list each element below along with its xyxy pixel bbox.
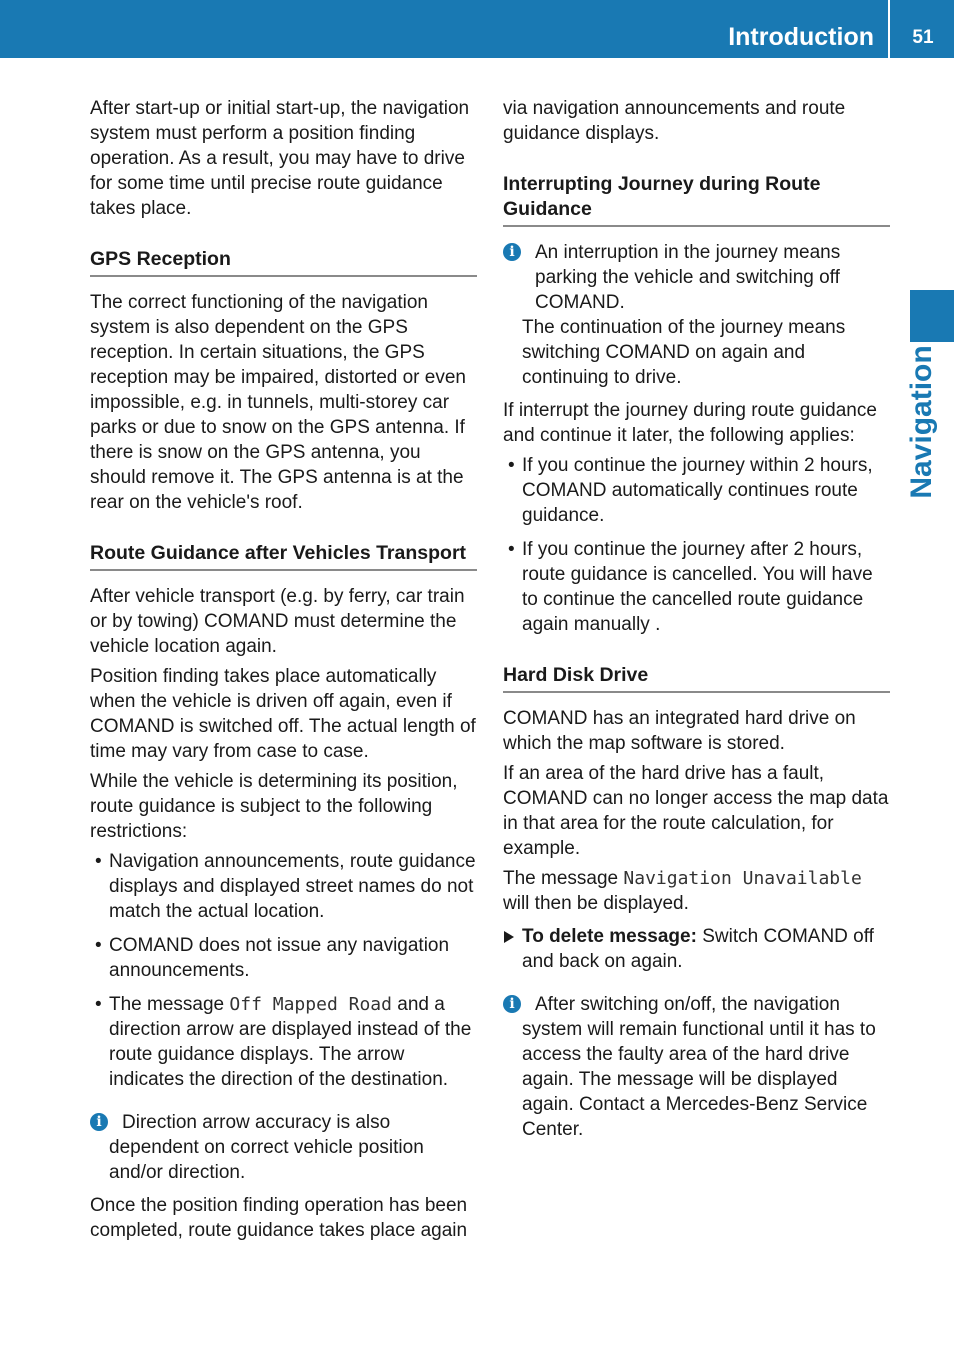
list-item-text: If you continue the journey after 2 hours, route guidance is cancelled. You will have to continue the cancelled route guidance again manually . xyxy=(522,539,873,635)
bullet-dot: • xyxy=(95,851,102,872)
list-item-text: The message xyxy=(109,994,230,1015)
interrupt-list xyxy=(503,453,890,637)
list-item xyxy=(503,537,890,637)
info-note xyxy=(503,240,890,390)
info-note xyxy=(503,992,890,1142)
list-item xyxy=(90,849,477,924)
closing-paragraph: Once the position finding operation has been completed, route guidance takes place again xyxy=(90,1195,468,1241)
bullet-dot: • xyxy=(508,455,515,476)
message-code: Off Mapped Road xyxy=(229,994,392,1015)
info-note xyxy=(90,1110,477,1185)
action-arrow-icon xyxy=(504,931,514,943)
intro-paragraph: After start-up or initial start-up, the navigation system must perform a position finding operation. As a result, you may have to drive for some time until precise route guidance takes place. xyxy=(90,98,470,219)
list-item-text: and a direction arrow are displayed instead of the route guidance displays. The arrow indicates the direction of the destination. xyxy=(109,994,472,1090)
header-divider xyxy=(888,0,890,58)
info-text: The continuation of the journey means switching COMAND on again and continuing to drive. xyxy=(522,317,846,388)
paragraph-text: will then be displayed. xyxy=(503,893,689,914)
info-icon: i xyxy=(503,995,521,1013)
list-item-text: Navigation announcements, route guidance displays and displayed street names do not match the actual location. xyxy=(109,851,476,922)
info-text: An interruption in the journey means parking the vehicle and switching off COMAND. xyxy=(535,242,841,313)
right-column xyxy=(503,96,890,1150)
info-icon: i xyxy=(503,243,521,261)
transport-heading: Route Guidance after Vehicles Transport xyxy=(90,541,477,571)
info-text: After switching on/off, the navigation system will remain functional until it has to access the faulty area of the hard drive again. The message will be displayed again. Contact a Mercedes-Benz Service Center. xyxy=(522,994,876,1140)
side-tab-marker xyxy=(910,290,954,342)
section-title: Introduction xyxy=(728,23,874,51)
gps-paragraph: The correct functioning of the navigation system is also dependent on the GPS reception. In certain situations, the GPS reception may be impaired, distorted or even impossible, e.g. in tunnels, multi-storey car parks or due to snow on the GPS antenna. If there is snow on the GPS antenna, you should remove it. The GPS antenna is at the rear on the vehicle's roof. xyxy=(90,292,466,513)
action-label: To delete message: xyxy=(522,926,697,947)
list-item xyxy=(90,933,477,983)
message-code: Navigation Unavailable xyxy=(623,868,862,889)
interrupt-heading: Interrupting Journey during Route Guidance xyxy=(503,172,890,227)
bullet-dot: • xyxy=(95,935,102,956)
transport-paragraph-1: After vehicle transport (e.g. by ferry, car train or by towing) COMAND must determine the vehicle location again. xyxy=(90,586,465,657)
action-text: Switch COMAND off and back on again. xyxy=(522,926,874,972)
page-number: 51 xyxy=(912,27,934,48)
action-step xyxy=(503,924,890,974)
paragraph-text: The message xyxy=(503,868,624,889)
hdd-heading: Hard Disk Drive xyxy=(503,663,890,693)
info-text: Direction arrow accuracy is also dependent on correct vehicle position and/or direction. xyxy=(109,1112,424,1183)
list-item xyxy=(503,453,890,528)
restrictions-list xyxy=(90,849,477,1092)
transport-paragraph-3: While the vehicle is determining its position, route guidance is subject to the following restrictions: xyxy=(90,771,458,842)
transport-paragraph-2: Position finding takes place automatically when the vehicle is driven off again, even if COMAND is switched off. The actual length of time may vary from case to case. xyxy=(90,666,476,762)
gps-heading: GPS Reception xyxy=(90,247,477,277)
continuation-paragraph: via navigation announcements and route guidance displays. xyxy=(503,98,846,144)
left-column xyxy=(90,96,477,1248)
info-icon: i xyxy=(90,1113,108,1131)
list-item-text: COMAND does not issue any navigation announcements. xyxy=(109,935,450,981)
side-tab-label: Navigation xyxy=(905,345,938,499)
hdd-paragraph-1: COMAND has an integrated hard drive on which the map software is stored. xyxy=(503,708,856,754)
list-item xyxy=(90,992,477,1092)
bullet-dot: • xyxy=(95,994,102,1015)
bullet-dot: • xyxy=(508,539,515,560)
hdd-paragraph-2: If an area of the hard drive has a fault, COMAND can no longer access the map data in that area for the route calculation, for example. xyxy=(503,763,889,859)
hdd-paragraph-3 xyxy=(503,866,890,916)
list-item-text: If you continue the journey within 2 hours, COMAND automatically continues route guidance. xyxy=(522,455,873,526)
interrupt-paragraph: If interrupt the journey during route guidance and continue it later, the following applies: xyxy=(503,400,877,446)
